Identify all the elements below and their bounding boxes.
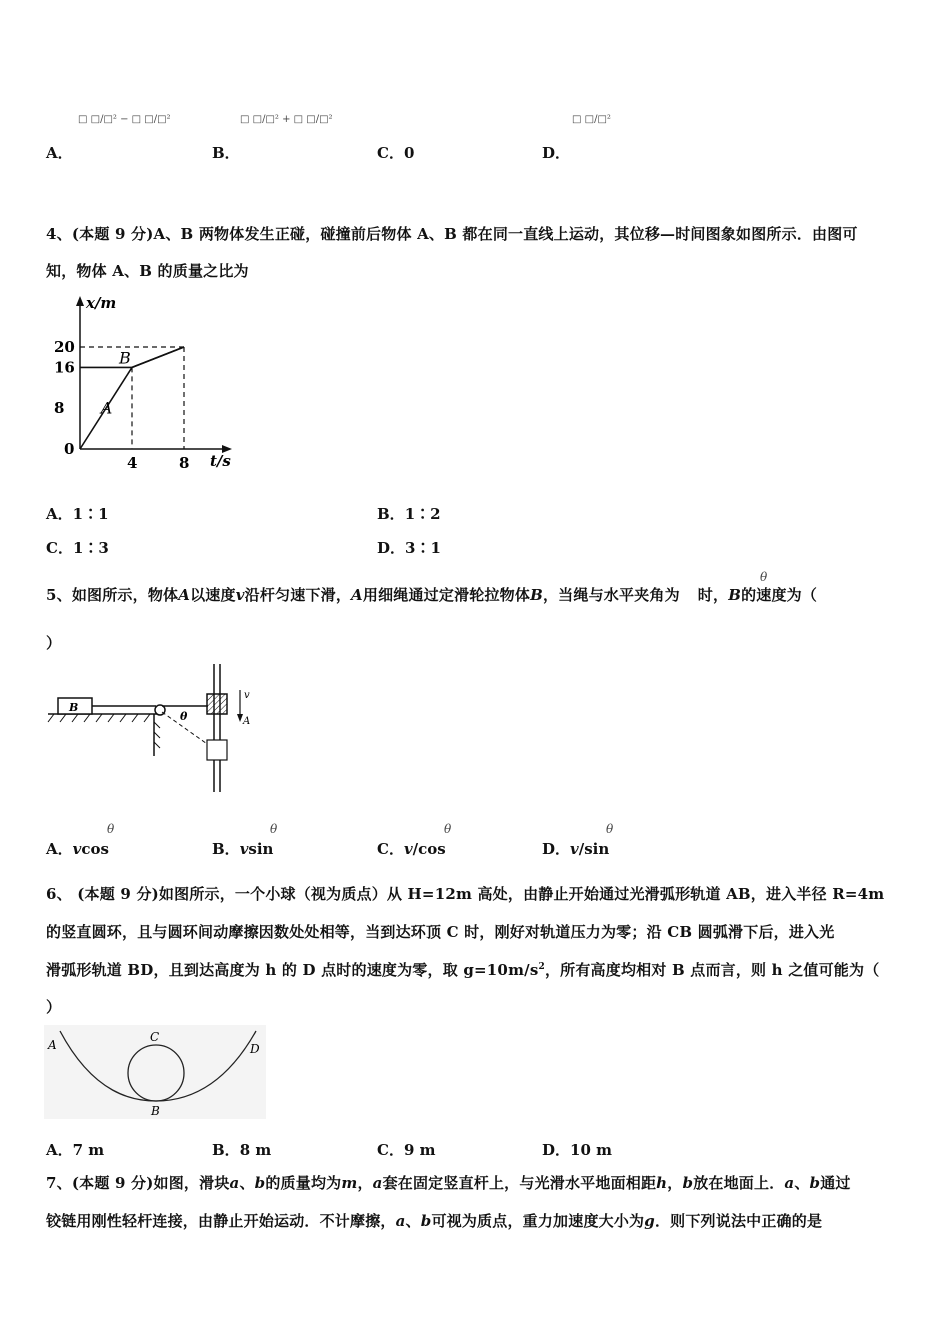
q6-stem-line3: 滑弧形轨道 BD，且到达高度为 h 的 D 点时的速度为零，取 $g=10m/s^2$，所有高度均相对 B 点而言，则 h 之值可能为（ [46,961,880,979]
q3-option-d-formula: □ □/□² [572,114,611,125]
annotation-A: A [100,398,113,418]
q6-stem-line4: ） [46,998,62,1016]
svg-text:θ: θ [180,710,188,723]
q3-option-c-value: 0 [403,144,415,162]
q4-option-d: D．3∶1 [377,539,441,557]
q5-option-c: C．v/cos [377,840,446,858]
q6-option-b: B．8 m [212,1141,272,1159]
q6-option-a: A．7 m [46,1141,105,1159]
block-a-later [207,740,227,760]
svg-text:A: A [243,716,251,727]
q5-stem-line1: 5、如图所示，物体A以速度v沿杆匀速下滑，A用细绳通过定滑轮拉物体B，当绳与水平夹角为 时，B的速度为（ [46,586,818,604]
q5-stem-line2: ） [46,634,62,652]
q5-pulley-figure [44,660,274,795]
q5-option-a: A．vcos [46,840,109,858]
q4-displacement-time-chart [40,290,250,475]
q5-option-b-theta: θ [270,822,278,836]
q4-option-c: C．1∶3 [46,539,109,557]
svg-text:B: B [151,1104,160,1118]
q6-loop-track-figure [44,1025,266,1119]
q5-theta-symbol: θ [760,570,768,584]
q7-stem-line2: 铰链用刚性轻杆连接，由静止开始运动．不计摩擦，a、b可视为质点，重力加速度大小为g．则下列说法中正确的是 [46,1212,823,1230]
x-tick-label: 8 [179,454,190,472]
y-tick-label: 16 [54,358,75,377]
svg-text:v: v [244,690,250,701]
q5-option-a-theta: θ [107,822,115,836]
q4-stem-line1: 4、(本题 9 分)A、B 两物体发生正碰，碰撞前后物体 A、B 都在同一直线上运动，其位移—时间图象如图所示．由图可 [46,225,858,243]
q6-option-c: C．9 m [377,1141,436,1159]
q6-option-d: D．10 m [542,1141,612,1159]
x-axis-label: t/s [210,452,231,470]
q3-option-b-label: B． [212,144,240,162]
svg-text:B: B [69,701,79,714]
q5-option-c-theta: θ [444,822,452,836]
q4-option-a: A．1∶1 [46,505,109,523]
q7-stem-line1: 7、(本题 9 分)如图，滑块a、b的质量均为m，a套在固定竖直杆上，与光滑水平地面相距h，b放在地面上．a、b通过 [46,1174,851,1192]
q3-option-c-label: C． [377,144,404,162]
svg-text:A: A [48,1038,57,1052]
y-axis-arrow [76,296,84,306]
q5-option-d: D．v/sin [542,840,610,858]
block-a [207,694,227,714]
q3-option-b-formula: □ □/□² + □ □/□² [240,114,333,125]
x-tick-label: 4 [127,454,138,472]
q3-option-d-label: D． [542,144,571,162]
q5-option-d-theta: θ [606,822,614,836]
series-B [80,347,184,367]
svg-text:D: D [250,1042,260,1056]
svg-text:C: C [150,1030,160,1044]
y-tick-label: 20 [54,338,75,356]
q3-option-a-formula: □ □/□² − □ □/□² [78,114,171,125]
q4-stem-line2: 知，物体 A、B 的质量之比为 [46,262,249,280]
q4-option-b: B．1∶2 [377,505,441,523]
q6-stem-line2: 的竖直圆环，且与圆环间动摩擦因数处处相等，当到达环顶 C 时，刚好对轨道压力为零；沿 CB 圆弧滑下后，进入光 [46,923,835,941]
q3-option-a-label: A． [46,144,73,162]
annotation-B: B [119,348,131,368]
q6-stem-line1: 6、 (本题 9 分)如图所示，一个小球（视为质点）从 H=12m 高处，由静止开始通过光滑弧形轨道 AB，进入半径 R=4m [46,885,885,903]
q5-option-b: B．vsin [212,840,274,858]
q3-option-c [377,142,414,163]
y-tick-label: 8 [54,399,65,418]
y-axis-label: x/m [86,294,117,312]
origin-label: 0 [64,440,75,458]
